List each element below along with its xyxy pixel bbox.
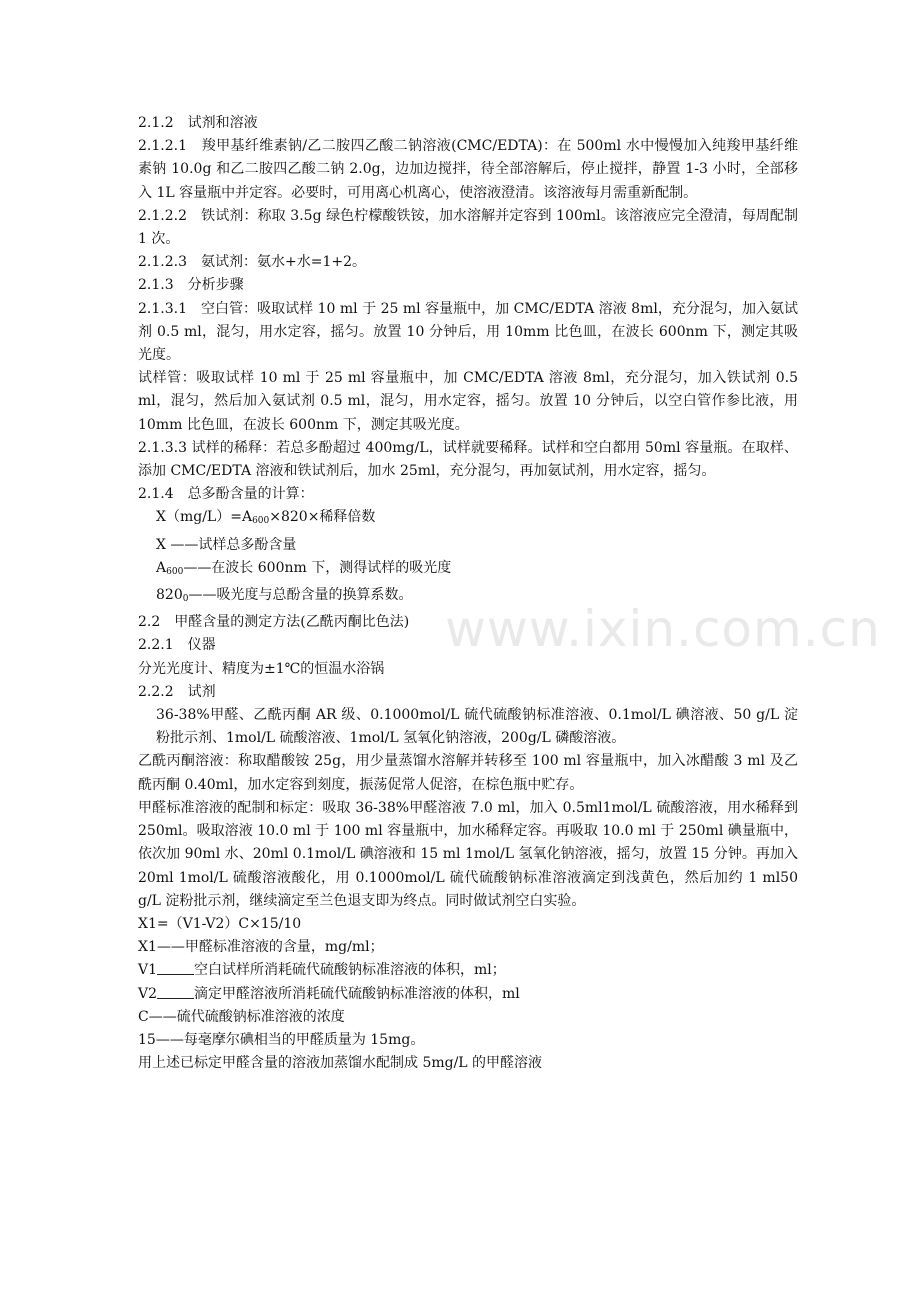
section-heading-2-2: 2.2 甲醛含量的测定方法(乙酰丙酮比色法) — [138, 614, 410, 631]
blank-line — [157, 985, 194, 999]
definition-x1: X1——甲醛标准溶液的含量，mg/ml； — [138, 939, 384, 956]
definition-text: 空白试样所消耗硫代硫酸钠标准溶液的体积，ml； — [194, 962, 506, 979]
paragraph-formaldehyde-standard: 甲醛标准溶液的配制和标定：吸取 36-38%甲醛溶液 7.0 ml，加入 0.5ml1mol/L 硫酸溶液，用水稀释到250ml。吸取溶液 10.0 ml 于 100 ml 容量瓶中，加水稀释定容。再吸取 10.0 ml 于 250ml 碘量瓶中，依次加 90ml 水、20ml 0.1mol/L 碘溶液和 15 ml 1mol/L 氢氧化钠溶液，摇匀，放置 15 分钟。再加入 20ml 1mol/L 硫酸溶液酸化，用 0.1000mol/L 硫代硫酸钠标准溶液滴定到浅黄色，然后加约 1 ml50 g/L 淀粉批示剂，继续滴定至兰色退支即为终点。同时做试剂空白实验。 — [138, 799, 798, 909]
formula-text: A — [156, 559, 167, 576]
formula-definition-820 — [138, 584, 798, 611]
variable-v2: V2 — [138, 985, 158, 1002]
formula-text: ——在波长 600nm 下，测得试样的吸光度 — [183, 559, 452, 576]
paragraph-final: 用上述已标定甲醛含量的溶液加蒸馏水配制成 5mg/L 的甲醛溶液 — [138, 1055, 543, 1072]
definition-v2 — [138, 983, 798, 1006]
paragraph-reagents-list: 36-38%甲醛、乙酰丙酮 AR 级、0.1000mol/L 硫代硫酸钠标准溶液、0.1mol/L 碘溶液、50 g/L 淀粉批示剂、1mol/L 硫酸溶液、1mol/L 氢氧化钠溶液，200g/L 磷酸溶液。 — [156, 707, 798, 747]
section-heading-2-1-3: 2.1.3 分析步骤 — [138, 277, 244, 294]
document-body — [138, 112, 798, 1075]
formula-text: 820 — [156, 587, 183, 604]
formula-text: ×820×稀释倍数 — [269, 509, 376, 526]
paragraph-cmc-edta: 2.1.2.1 羧甲基纤维素钠/乙二胺四乙酸二钠溶液(CMC/EDTA)：在 500ml 水中慢慢加入纯羧甲基纤维素钠 10.0g 和乙二胺四乙酸二钠 2.0g，边加边搅拌，待全部溶解后，停止搅拌，静置 1-3 小时，全部移入 1L 容量瓶中并定容。必要时，可用离心机离心，使溶液澄清。该溶液每月需重新配制。 — [138, 138, 798, 201]
formula-total-polyphenol — [138, 506, 798, 533]
definition-c: C——硫代硫酸钠标准溶液的浓度 — [138, 1008, 345, 1025]
variable-v1: V1 — [138, 962, 158, 979]
paragraph-iron-reagent: 2.1.2.2 铁试剂：称取 3.5g 绿色柠檬酸铁铵，加水溶解并定容到 100ml。该溶液应完全澄清，每周配制 1 次。 — [138, 207, 798, 248]
formula-definition-a600 — [138, 557, 798, 584]
formula-subscript: 600 — [166, 566, 184, 577]
paragraph-sample-tube: 试样管：吸取试样 10 ml 于 25 ml 容量瓶中，加 CMC/EDTA 溶液 8ml，充分混匀，加入铁试剂 0.5 ml，混匀，然后加入氨试剂 0.5 ml，混匀，用水定容，摇匀。放置 10 分钟后，以空白管作参比液，用 10mm 比色皿，在波长 600nm 下，测定其吸光度。 — [138, 370, 798, 433]
section-heading-2-1-2: 2.1.2 试剂和溶液 — [138, 115, 258, 131]
formula-x1: X1=（V1-V2）C×15/10 — [138, 915, 302, 932]
formula-definition-x: X ——试样总多酚含量 — [156, 536, 297, 553]
paragraph-blank-tube: 2.1.3.1 空白管：吸取试样 10 ml 于 25 ml 容量瓶中，加 CMC/EDTA 溶液 8ml，充分混匀，加入氨试剂 0.5 ml，混匀，用水定容，摇匀。放置 10 分钟后，用 10mm 比色皿，在波长 600nm 下，测定其吸光度。 — [138, 300, 798, 364]
paragraph-sample-dilution: 2.1.3.3 试样的稀释：若总多酚超过 400mg/L，试样就要稀释。试样和空白都用 50ml 容量瓶。在取样、添加 CMC/EDTA 溶液和铁试剂后，加水 25ml，充分混匀，再加氨试剂，用水定容，摇匀。 — [138, 439, 798, 480]
section-heading-2-1-4: 2.1.4 总多酚含量的计算： — [138, 486, 314, 503]
paragraph-instruments: 分光光度计、精度为±1℃的恒温水浴锅 — [138, 660, 385, 677]
section-heading-2-2-2: 2.2.2 试剂 — [138, 683, 216, 700]
formula-subscript: 0 — [182, 594, 189, 605]
paragraph-acetylacetone-solution: 乙酰丙酮溶液：称取醋酸铵 25g，用少量蒸馏水溶解并转移至 100 ml 容量瓶中，加入冰醋酸 3 ml 及乙酰丙酮 0.40ml，加水定容到刻度，振荡促常人促溶，在棕色瓶中贮存。 — [138, 753, 798, 793]
formula-text: X（mg/L）=A — [156, 509, 253, 526]
watermark: www.ixin.com.cn — [445, 600, 881, 658]
definition-text: 滴定甲醛溶液所消耗硫代硫酸钠标准溶液的体积，ml — [194, 985, 520, 1002]
formula-subscript: 600 — [252, 516, 270, 527]
definition-v1 — [138, 959, 798, 982]
definition-15: 15——每毫摩尔碘相当的甲醛质量为 15mg。 — [138, 1031, 425, 1048]
blank-line — [157, 961, 194, 975]
paragraph-ammonia-reagent: 2.1.2.3 氨试剂：氨水+水=1+2。 — [138, 254, 366, 271]
formula-text: ——吸光度与总酚含量的换算系数。 — [188, 587, 413, 604]
section-heading-2-2-1: 2.2.1 仪器 — [138, 637, 216, 654]
